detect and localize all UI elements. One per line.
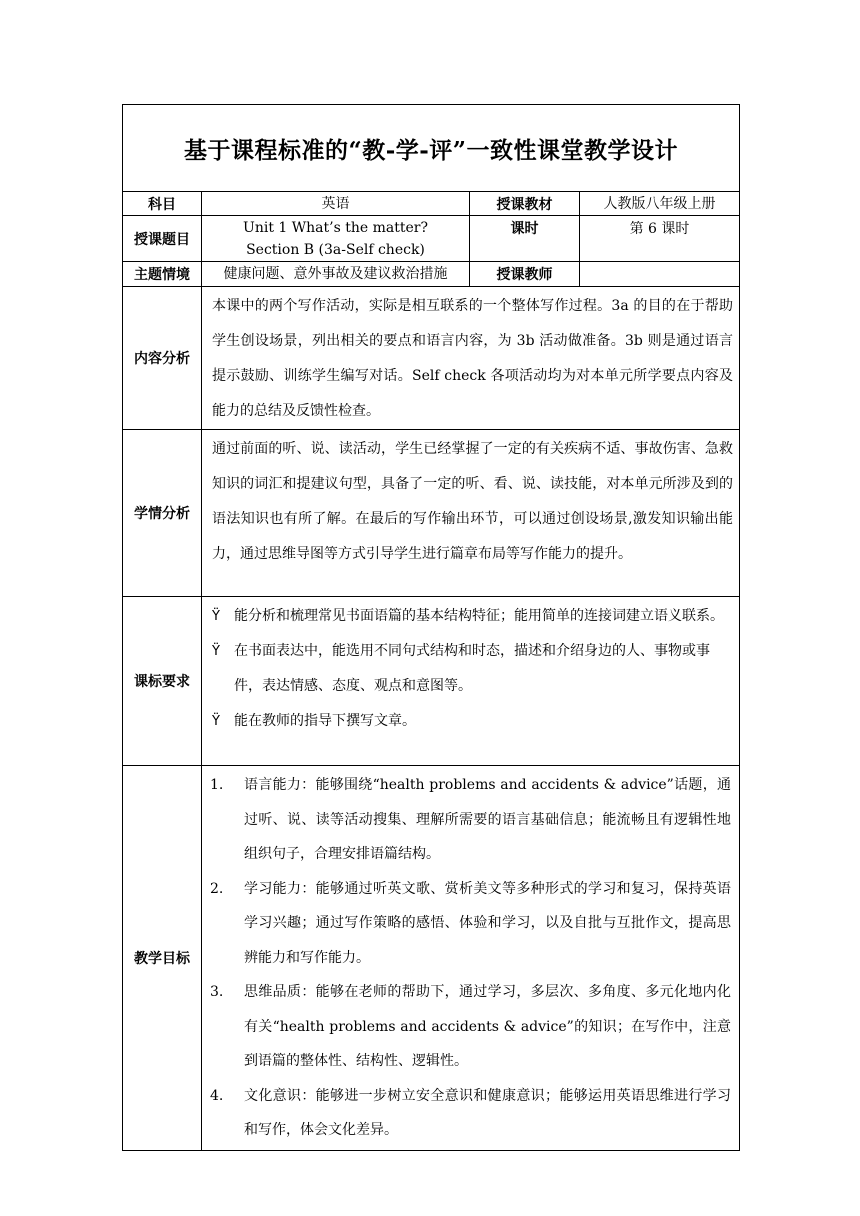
standards-row (123, 597, 740, 766)
teacher-label: 授课教师 (470, 262, 580, 287)
standards-item (212, 599, 733, 634)
learner-analysis-label: 学情分析 (123, 430, 202, 597)
document-title: 基于课程标准的“教-学-评”一致性课堂教学设计 (123, 105, 740, 192)
objective-item (210, 872, 731, 976)
standards-item-text: 能分析和梳理常见书面语篇的基本结构特征；能用简单的连接词建立语义联系。 (234, 608, 724, 624)
topic-row (123, 216, 740, 262)
content-analysis-text: 本课中的两个写作活动，实际是相互联系的一个整体写作过程。3a 的目的在于帮助学生创设场景，列出相关的要点和语言内容，为 3b 活动做准备。3b 则是通过语言提示鼓励、训练学生编写对话。Self check 各项活动均为对本单元所学要点内容及能力的总结及反馈性检查。 (202, 287, 740, 430)
objective-number: 4. (210, 1087, 224, 1104)
objectives-list (202, 766, 740, 1151)
theme-row (123, 262, 740, 287)
standards-label: 课标要求 (123, 597, 202, 766)
topic-value-line1: Unit 1 What’s the matter? (243, 219, 428, 236)
lesson-plan-table (122, 104, 740, 1151)
objective-text: 文化意识：能够进一步树立安全意识和健康意识；能够运用英语思维进行学习和写作，体会文化差异。 (244, 1087, 731, 1138)
objective-text: 语言能力：能够围绕“health problems and accidents & advice”话题，通过听、说、读等活动搜集、理解所需要的语言基础信息；能流畅且有逻辑性地组织句子，合理安排语篇结构。 (244, 777, 731, 862)
topic-value-line2: Section B (3a-Self check) (246, 241, 425, 258)
bullet-marker: Ÿ (212, 644, 220, 659)
topic-label: 授课题目 (123, 216, 202, 262)
content-analysis-row (123, 287, 740, 430)
standards-item-text: 在书面表达中，能选用不同句式结构和时态，描述和介绍身边的人、事物或事件，表达情感、态度、观点和意图等。 (234, 643, 710, 694)
textbook-value: 人教版八年级上册 (580, 192, 740, 216)
objective-item (210, 975, 731, 1079)
learner-analysis-row (123, 430, 740, 597)
objectives-row (123, 766, 740, 1151)
standards-item (212, 634, 733, 704)
theme-value: 健康问题、意外事故及建议救治措施 (202, 262, 470, 287)
subject-value: 英语 (202, 192, 470, 216)
textbook-label: 授课教材 (470, 192, 580, 216)
bullet-marker: Ÿ (212, 714, 220, 729)
content-analysis-label: 内容分析 (123, 287, 202, 430)
topic-value (202, 216, 470, 262)
objective-number: 1. (210, 777, 224, 793)
learner-analysis-text: 通过前面的听、说、读活动，学生已经掌握了一定的有关疾病不适、事故伤害、急救知识的词汇和提建议句型，具备了一定的听、看、说、读技能，对本单元所涉及到的语法知识也有所了解。在最后的写作输出环节，可以通过创设场景,激发知识输出能力，通过思维导图等方式引导学生进行篇章布局等写作能力的提升。 (202, 430, 740, 597)
objective-item (210, 1079, 731, 1148)
period-label: 课时 (470, 216, 580, 262)
objective-text: 学习能力：能够通过听英文歌、赏析美文等多种形式的学习和复习，保持英语学习兴趣；通过写作策略的感悟、体验和学习，以及自批与互批作文，提高思辨能力和写作能力。 (244, 880, 731, 966)
objective-item (210, 768, 731, 872)
objective-text: 思维品质：能够在老师的帮助下，通过学习，多层次、多角度、多元化地内化有关“health problems and accidents & advice”的知识；在写作中，注意到语篇的整体性、结构性、逻辑性。 (244, 984, 731, 1069)
standards-item (212, 704, 733, 739)
objectives-label: 教学目标 (123, 766, 202, 1151)
standards-list (202, 597, 740, 766)
objective-number: 2. (210, 880, 224, 897)
subject-label: 科目 (123, 192, 202, 216)
subject-row (123, 192, 740, 216)
period-value: 第 6 课时 (580, 216, 740, 262)
title-row (123, 105, 740, 192)
theme-label: 主题情境 (123, 262, 202, 287)
teacher-value (580, 262, 740, 287)
objective-number: 3. (210, 984, 224, 1000)
standards-item-text: 能在教师的指导下撰写文章。 (234, 713, 416, 729)
bullet-marker: Ÿ (212, 609, 220, 624)
